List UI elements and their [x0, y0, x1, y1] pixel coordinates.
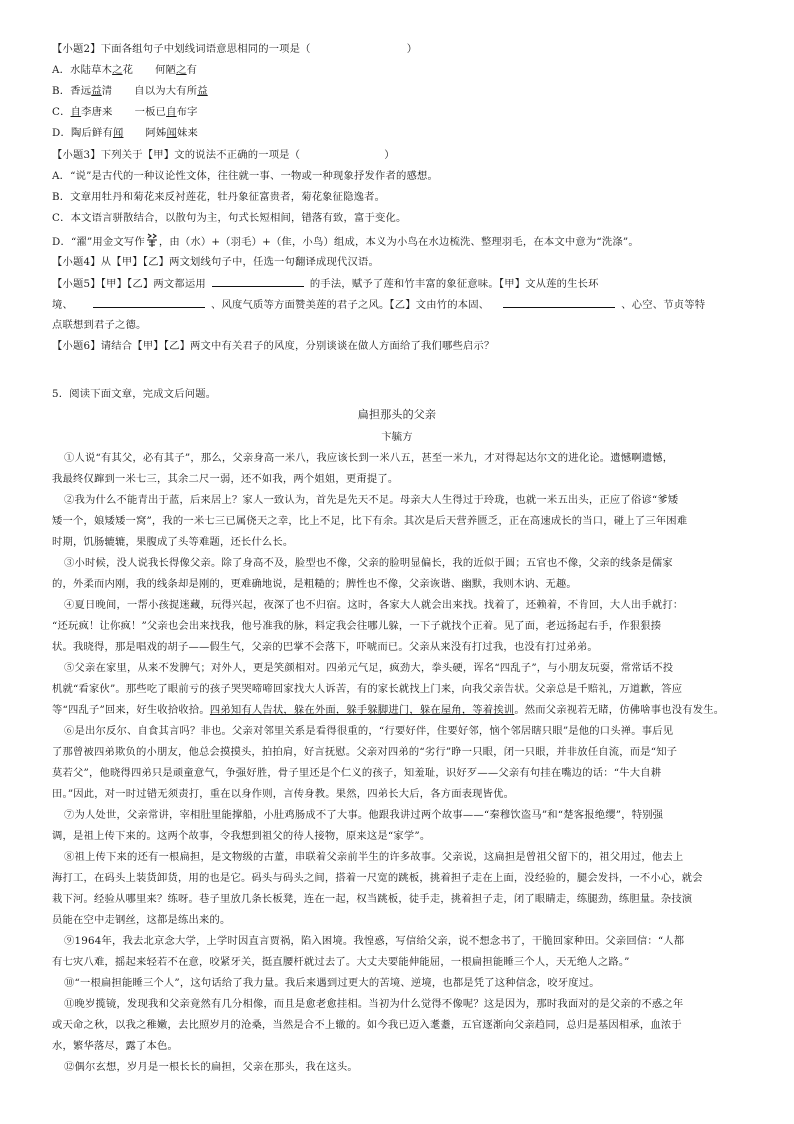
option-text: 布字	[176, 106, 198, 118]
article-line: ⑪晚岁揽镜，发现我和父亲竟然有几分相像，而且是愈老愈挂相。当初为什么觉得不像呢？这是因为，那时我面对的是父亲的不惑之年	[64, 998, 684, 1010]
article-line: ②我为什么不能青出于蓝，后来居上？家人一致认为，首先是先天不足。母亲大人生得过于玲珑，也就一米五出头，正应了俗谚“爹矮	[64, 494, 679, 506]
article-line: 水，繁华落尽，露了本色。	[52, 1040, 178, 1052]
q5-text: 境、	[52, 299, 73, 311]
article-line: 有七灾八难，摇起来轻若不在意，咬紧牙关，挺直腰杆就过去了。大丈夫要能伸能屈，一根扁担能睡三个人，天无绝人之路。”	[52, 956, 630, 968]
article-line: “还玩疯！让你疯！”父亲也会出来找我，他号准我的脉，料定我会往哪儿躲，一下子就找个正着。见了面，老远扬起右手，作狠狠揍	[52, 620, 662, 632]
article-text: 。然而父亲视若无睹，仿佛啥事也没有发生。	[514, 704, 725, 716]
underlined-word: 之	[176, 64, 187, 76]
option-label: C．	[52, 106, 71, 118]
article-line: ①人说“有其父，必有其子”，那么，父亲身高一米八，我应该长到一米八五，甚至一米九，才对得起达尔文的进化论。遗憾啊遗憾，	[64, 452, 674, 464]
underlined-sentence: 四弟知有人告状，躲在外面，躲手躲脚进门，躲在屋角，等着挨训	[209, 704, 515, 716]
q2-option-c	[52, 105, 198, 119]
underlined-word: 自	[70, 106, 82, 118]
q3-option-c: C．本文语言骈散结合，以散句为主，句式长短相间，错落有致，富于变化。	[52, 212, 407, 224]
q3-option-d	[52, 232, 639, 252]
q3-stem-text: 【小题3】下列关于【甲】文的说法不正确的一项是（	[52, 149, 301, 161]
article-line: 状。我晓得，那是唱戏的胡子——假生气，父亲的巴掌不会落下，吓唬而已。父亲从来没有打过我，也没有打过弟弟。	[52, 641, 598, 653]
q2-stem	[52, 42, 417, 56]
article-line: 海打工，在码头上装货卸货，用的也是它。码头与码头之间，搭着一尺宽的跳板，挑着担子走在上面，没经验的，腿会发抖，一不小心，就会	[52, 872, 703, 884]
option-label: A．水陆草木	[52, 64, 113, 76]
q5-line-2	[52, 297, 705, 312]
option-text: 清	[101, 85, 113, 97]
option-text: 阿姊	[145, 127, 167, 139]
article-line: 时期，饥肠辘辘，果腹成了头等难题，还长什么长。	[52, 536, 294, 548]
option-text: 自以为大有所	[134, 85, 198, 97]
bronze-script-glyph-icon	[146, 232, 158, 252]
q4-stem: 【小题4】从【甲】【乙】两文划线句子中，任选一句翻译成现代汉语。	[52, 256, 380, 268]
article-line: ⑦为人处世，父亲常讲，宰相肚里能撑船，小肚鸡肠成不了大事。他跟我讲过两个故事——“秦穆饮盗马”和“楚客报绝缨”，特别强	[64, 809, 664, 821]
article-line: 矮一个，娘矮矮一窝”，我的一米七三已属侥天之幸，比上不足，比下有余。其次是后天营养匮乏，正在高速成长的当口，碰上了三年困难	[52, 515, 688, 527]
article-line: 机就“看家伙”。那些吃了眼前亏的孩子哭哭啼啼回家找大人诉苦，有的家长就找上门来，向我父亲告状。父亲总是千赔礼，万道歉，答应	[52, 683, 683, 695]
q3-option-b: B．文章用牡丹和菊花来反衬莲花，牡丹象征富贵者，菊花象征隐逸者。	[52, 191, 386, 203]
option-text: D．“濯”用金文写作	[52, 236, 145, 248]
q2-stem-end: ）	[406, 43, 418, 55]
q2-option-b	[52, 84, 208, 98]
answer-blank[interactable]	[503, 297, 615, 308]
article-line: ⑤父亲在家里，从来不发脾气；对外人，更是笑颜相对。四弟元气足，疯劲大，拳头硬，诨名“四乱子”，与小朋友玩耍，常常话不投	[64, 662, 674, 674]
article-author: 卞毓方	[381, 431, 413, 443]
section5-intro: 5．阅读下面文章，完成文后问题。	[52, 388, 217, 400]
option-label: B．香远	[52, 85, 92, 97]
underlined-word: 闻	[112, 127, 124, 139]
underlined-word: 益	[91, 85, 102, 97]
article-line: ⑫偶尔玄想，岁月是一根长长的扁担，父亲在那头，我在这头。	[64, 1061, 358, 1073]
article-line: ③小时候，没人说我长得像父亲。除了身高不及，脸型也不像，父亲的脸明显偏长，我的近似于圆；五官也不像，父亲的线条是儒家	[64, 557, 673, 569]
article-line: 莫若父”，他晓得四弟只是顽童意气，争强好胜，骨子里还是个仁义的孩子，知羞耻，识好歹——父亲有句挂在嘴边的话：“牛大自耕	[52, 767, 662, 779]
article-line: 调，是祖上传下来的。这两个故事，令我想到祖父的待人接物，原来这是“家学”。	[52, 830, 431, 842]
option-label: D．陶后鲜有	[52, 127, 113, 139]
q5-line-3: 点联想到君子之德。	[52, 319, 147, 331]
q6-stem: 【小题6】请结合【甲】【乙】两文中有关君子的风度，分别谈谈在做人方面给了我们哪些启示？	[52, 340, 495, 352]
article-line: ⑥是出尔反尔、自食其言吗？非也。父亲对邻里关系是看得很重的，“行要好伴，住要好邻，恼个邻居瞎只眼”是他的口头禅。事后见	[64, 725, 674, 737]
q2-stem-text: 【小题2】下面各组句子中划线词语意思相同的一项是（	[52, 43, 311, 55]
article-line: 栽下河。经验从哪里来？练呀。巷子里放几条长板凳，连在一起，权当跳板，徒手走，挑着担子走，闭了眼睛走，练腿劲，练胆量。杂技演	[52, 893, 693, 905]
underlined-word: 自	[166, 106, 177, 118]
q5-text: 、心空、节贞等特	[621, 299, 706, 311]
article-text: 等“四乱子”回来，好生收拾收拾。	[52, 704, 210, 716]
option-text: 一板已	[134, 106, 167, 118]
q2-option-a	[52, 63, 197, 77]
q5-line-1	[52, 276, 599, 291]
q3-option-a: A．“说”是古代的一种议论性文体，往往就一事、一物或一种现象抒发作者的感想。	[52, 170, 438, 182]
q5-text: 的手法，赋予了莲和竹丰富的象征意味。【甲】文从莲的生长环	[309, 278, 599, 290]
answer-blank[interactable]	[212, 276, 304, 287]
article-line: 了那曾被四弟欺负的小朋友，他总会摸摸头，拍拍肩，好言抚慰。父亲对四弟的“劣行”睁一只眼，闭一只眼，并非放任自流，而是“知子	[52, 746, 678, 758]
underlined-word: 闻	[166, 127, 177, 139]
article-line: 田。”因此，对一时过错无须责打，重在以身作则，言传身教。果然，四弟长大后，各方面表现皆优。	[52, 788, 515, 800]
q3-stem-end: ）	[384, 149, 395, 161]
option-text: 何陋	[155, 64, 177, 76]
article-line: 员能在空中走钢丝，这都是练出来的。	[52, 914, 231, 926]
article-line: ⑧祖上传下来的还有一根扁担，是文物级的古董，串联着父亲前半生的许多故事。父亲说，这扁担是曾祖父留下的，祖父用过，他去上	[64, 851, 684, 863]
q5-text: 、风度气质等方面赞美莲的君子之风。【乙】文由竹的本固、	[211, 299, 490, 311]
article-line: ④夏日晚间，一帮小孩捉迷藏，玩得兴起，夜深了也不归宿。这时，各家大人就会出来找。找着了，还赖着，不肯回，大人出手就打：	[64, 599, 684, 611]
article-line: 我最终仅蹿到一米七三，其余二尺一弱，还不如我，两个姐姐，更甭提了。	[52, 473, 399, 485]
article-line: 的，外柔而内刚，我的线条却是刚的，更难确地说，是粗糙的；脾性也不像，父亲诙谐、幽默，我则木讷、无趣。	[52, 578, 577, 590]
option-text: 妹来	[176, 127, 198, 139]
q2-option-d	[52, 126, 198, 140]
article-line: 或天命之秋，以我之稚嫩，去比照岁月的沧桑，当然是合不上辙的。如今我已迈入耄耋，五官逐渐向父亲趋同，总归是基因相承，血浓于	[52, 1019, 682, 1031]
option-text: 李唐来	[81, 106, 113, 118]
article-line-underlined	[52, 703, 724, 717]
option-text: 花	[122, 64, 134, 76]
underlined-word: 之	[112, 64, 123, 76]
q3-stem	[52, 148, 395, 162]
underlined-word: 益	[197, 85, 208, 97]
article-line: ⑩“一根扁担能睡三个人”，这句话给了我力量。我后来遇到过更大的苦境、逆境，也都是凭了这种信念，咬牙度过。	[64, 977, 600, 989]
answer-blank[interactable]	[93, 297, 205, 308]
article-line: ⑨1964年，我去北京念大学，上学时因直言贾祸，陷入困境。我惶惑，写信给父亲，说不想念书了，干脆回家种田。父亲回信：“人都	[64, 935, 685, 947]
option-text: ，由（水）+（羽毛）+（隹，小鸟）组成，本义为小鸟在水边梳洗、整理羽毛，在本文中意为“洗涤”。	[158, 236, 639, 248]
q5-text: 【小题5】【甲】【乙】两文都运用	[52, 278, 206, 290]
option-text: 有	[186, 64, 198, 76]
article-title: 扁担那头的父亲	[357, 408, 437, 421]
